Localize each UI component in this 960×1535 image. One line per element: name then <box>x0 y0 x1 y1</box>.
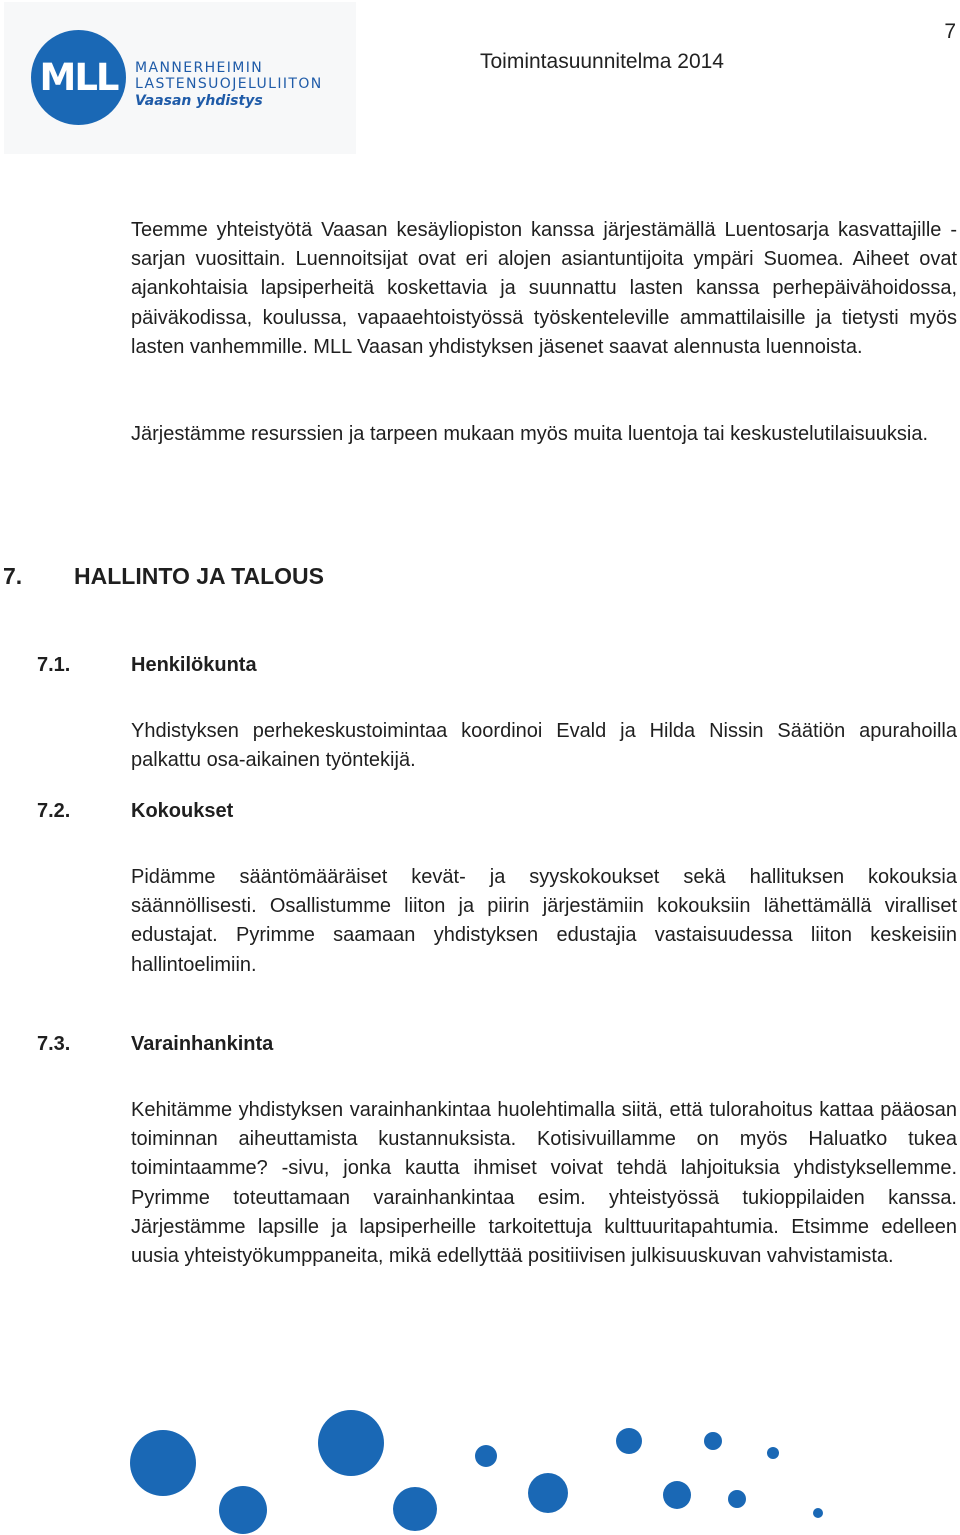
mll-logo <box>4 2 356 154</box>
bubble-8 <box>663 1481 691 1509</box>
bubble-3 <box>219 1486 267 1534</box>
document-title: Toimintasuunnitelma 2014 <box>480 50 724 73</box>
bubble-5 <box>475 1445 497 1467</box>
intro-paragraph-1: Teemme yhteistyötä Vaasan kesäyliopiston kanssa järjestämällä Luentosarja kasvattajille -sarjan vuosittain. Luennoitsijat ovat eri alojen asiantuntijoita ympäri Suomea. Aiheet ovat ajankohtaisia lapsiperheitä koskettavia ja suunnattu lasten kanssa perhepäivähoidossa, päiväkodissa, koulussa, vapaaehtoistyössä työskenteleville ammattilaisille ja tietysti myös lasten vanhemmille. MLL Vaasan yhdistyksen jäsenet saavat alennusta luennoista. <box>131 219 957 358</box>
page-number: 7 <box>944 20 956 43</box>
bubble-11 <box>767 1447 779 1459</box>
intro-paragraph-2: Järjestämme resurssien ja tarpeen mukaan myös muita luentoja tai keskustelutilaisuuksia. <box>131 423 929 445</box>
subsection-heading-henkilokunta <box>37 654 257 677</box>
bubble-7 <box>616 1428 642 1454</box>
logo-line-1: MANNERHEIMIN <box>135 60 264 76</box>
subsection-heading-varainhankinta <box>37 1033 273 1056</box>
bubble-2 <box>318 1410 384 1476</box>
bubble-4 <box>393 1487 437 1531</box>
decorative-bubbles <box>0 1395 960 1535</box>
kokoukset-text: Pidämme sääntömääräiset kevät- ja syyskokoukset sekä hallituksen kokouksia säännöllisesti. Osallistumme liiton ja piirin järjestämiin kokouksiin lähettämällä viralliset edustajat. Pyrimme saamaan yhdistyksen edustajia vastaisuudessa liiton keskeisiin hallintoelimiin. <box>131 866 957 976</box>
bubble-6 <box>528 1473 568 1513</box>
bubble-12 <box>813 1508 823 1518</box>
subsection-title: Varainhankinta <box>131 1033 274 1055</box>
section-number: 7. <box>3 563 23 589</box>
section-title: HALLINTO JA TALOUS <box>74 563 325 589</box>
subsection-title: Kokoukset <box>131 800 234 822</box>
logo-line-3: Vaasan yhdistys <box>135 93 263 109</box>
subsection-number: 7.1. <box>37 654 71 676</box>
henkilokunta-text: Yhdistyksen perhekeskustoimintaa koordinoi Evald ja Hilda Nissin Säätiön apurahoilla palkattu osa-aikainen työntekijä. <box>131 720 957 772</box>
bubble-9 <box>704 1432 722 1450</box>
subsection-heading-kokoukset <box>37 800 233 823</box>
logo-line-2: LASTENSUOJELULIITON <box>135 76 323 92</box>
subsection-title: Henkilökunta <box>131 654 257 676</box>
bubble-10 <box>728 1490 746 1508</box>
section-heading <box>3 563 324 590</box>
logo-mark: MLL <box>31 30 126 125</box>
subsection-number: 7.2. <box>37 800 71 822</box>
varainhankinta-text: Kehitämme yhdistyksen varainhankintaa huolehtimalla siitä, että tulorahoitus kattaa pääosan toiminnan aiheuttamista kustannuksista. Kotisivuillamme on myös Haluatko tukea toimintaamme? -sivu, jonka kautta ihmiset voivat tehdä lahjoituksia yhdistyksellemme. Pyrimme toteuttamaan varainhankintaa esim. yhteistyössä tukioppilaiden kanssa. Järjestämme lapsille ja lapsiperheille tarkoitettuja kulttuuritapahtumia. Etsimme edelleen uusia yhteistyökumppaneita, mikä edellyttää positiivisen julkisuuskuvan vahvistamista. <box>131 1099 957 1268</box>
bubble-1 <box>130 1430 196 1496</box>
subsection-number: 7.3. <box>37 1033 71 1055</box>
logo-text <box>135 60 323 110</box>
